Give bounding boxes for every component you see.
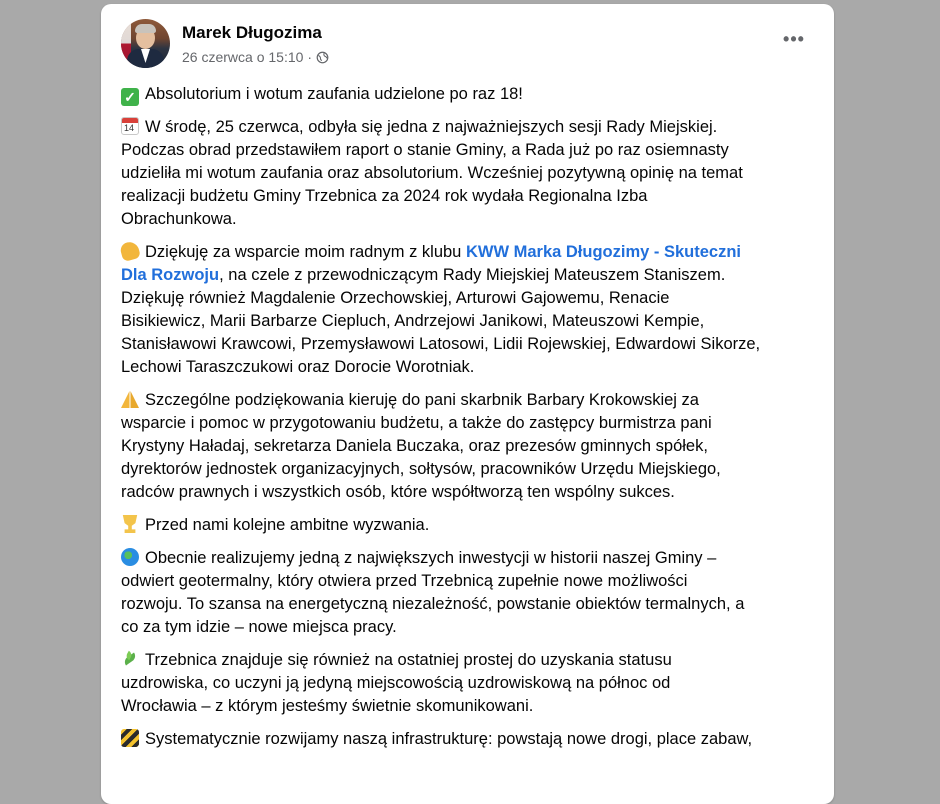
post-date[interactable]: 26 czerwca o 15:10 bbox=[182, 49, 304, 65]
paragraph-3-before: Dziękuję za wsparcie moim radnym z klubu bbox=[145, 243, 466, 261]
check-mark-icon: ✓ bbox=[121, 88, 139, 106]
globe-icon[interactable] bbox=[316, 51, 329, 64]
paragraph-8 bbox=[121, 728, 821, 751]
construction-icon bbox=[121, 729, 139, 747]
paragraph-4 bbox=[121, 389, 821, 504]
post-card bbox=[101, 4, 834, 804]
post-body bbox=[121, 83, 821, 761]
post-meta bbox=[182, 49, 329, 65]
globe-emoji-icon bbox=[121, 548, 139, 566]
more-options-icon[interactable]: ••• bbox=[783, 29, 805, 49]
folded-hands-icon bbox=[121, 390, 139, 408]
club-link-part-2: Dla Rozwoju bbox=[121, 266, 220, 284]
club-link-part-1: KWW Marka Długozimy - Skuteczni bbox=[465, 243, 741, 261]
calendar-icon bbox=[121, 117, 139, 135]
paragraph-2-text: W środę, 25 czerwca, odbyła się jedna z najważniejszych sesji Rady Miejskiej. Podczas obrad przedstawiłem raport o stanie Gminy, a Rada już po raz osiemnasty udzieliła mi wotum zaufania oraz absolutorium. Wcześniej pozytywną opinię na temat realizacji budżetu Gminy Trzebnica za 2024 rok wydała Regionalna Izba Obrachunkowa. bbox=[121, 118, 743, 228]
paragraph-7-text: Trzebnica znajduje się również na ostatniej prostej do uzyskania statusu uzdrowiska, co uczyni ją jedyną miejscowością uzdrowiskową na północ od Wrocławia – z którym jesteśmy świetnie skomunikowani. bbox=[121, 651, 672, 715]
author-name[interactable]: Marek Długozima bbox=[182, 23, 322, 42]
paragraph-3-after: , na czele z przewodniczącym Rady Miejskiej Mateuszem Staniszem. Dziękuję również Magdalenie Orzechowskiej, Arturowi Gajowemu, Renacie Bisikiewicz, Marii Barbarze Ciepluch, Andrzejowi Janikowi, Mateuszowi Kempie, Stanisławowi Krawcowi, Przemysławowi Latosowi, Lidii Rojewskiej, Edwardowi Sikorze, Lechowi Taraszczukowi oraz Dorocie Worotniak. bbox=[121, 266, 761, 376]
handshake-icon bbox=[119, 240, 141, 262]
paragraph-1 bbox=[121, 83, 821, 106]
post-header bbox=[121, 19, 814, 71]
meta-separator: · bbox=[307, 49, 313, 65]
paragraph-2 bbox=[121, 116, 821, 231]
avatar-hair bbox=[135, 24, 156, 33]
paragraph-8-text: Systematycznie rozwijamy naszą infrastrukturę: powstają nowe drogi, place zabaw, bbox=[145, 730, 753, 748]
paragraph-3 bbox=[121, 241, 821, 379]
paragraph-4-text: Szczególne podziękowania kieruję do pani skarbnik Barbary Krokowskiej za wsparcie i pomoc w przygotowaniu budżetu, a także do zastępcy burmistrza pani Krystyny Haładaj, sekretarza Daniela Buczaka, oraz prezesów gminnych spółek, dyrektorów jednostek organizacyjnych, sołtysów, pracowników Urzędu Miejskiego, radców prawnych i wszystkich osób, które współtworzą ten wspólny sukces. bbox=[121, 391, 721, 501]
paragraph-6 bbox=[121, 547, 821, 639]
paragraph-5 bbox=[121, 514, 821, 537]
paragraph-7 bbox=[121, 649, 821, 718]
paragraph-5-text: Przed nami kolejne ambitne wyzwania. bbox=[145, 516, 430, 534]
herb-icon bbox=[121, 650, 139, 668]
paragraph-1-text: Absolutorium i wotum zaufania udzielone po raz 18! bbox=[145, 85, 523, 103]
author-avatar[interactable] bbox=[121, 19, 170, 68]
trophy-icon bbox=[121, 515, 139, 533]
paragraph-6-text: Obecnie realizujemy jedną z największych inwestycji w historii naszej Gminy – odwiert geotermalny, który otwiera przed Trzebnicą zupełnie nowe możliwości rozwoju. To szansa na energetyczną niezależność, powstanie obiektów termalnych, a co za tym idzie – nowe miejsca pracy. bbox=[121, 549, 745, 636]
